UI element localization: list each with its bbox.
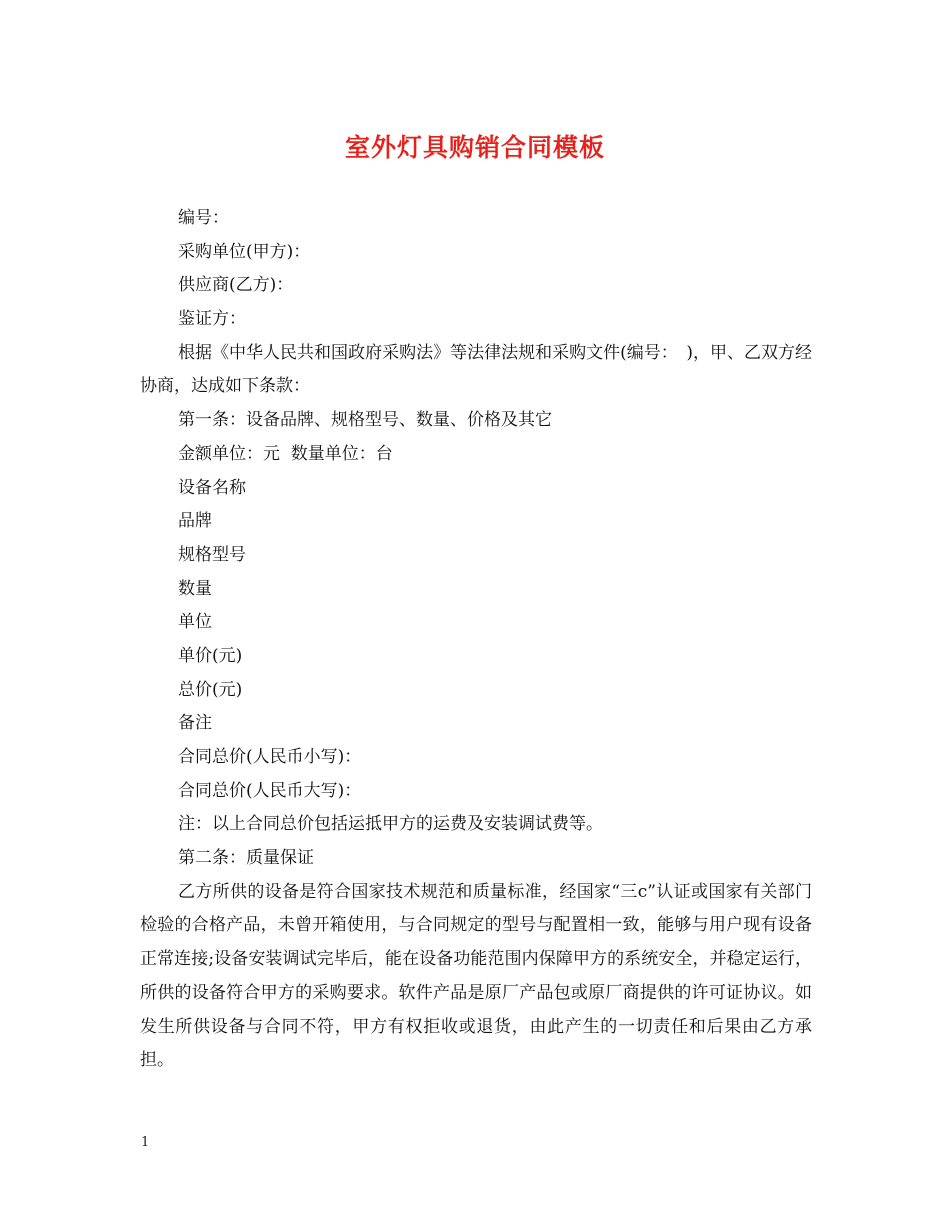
- field-total-price: 总价(元): [178, 679, 243, 700]
- total-lowercase-line: 合同总价(人民币小写)：: [178, 747, 362, 768]
- page-number: 1: [141, 1135, 150, 1150]
- intro-paragraph: 根据《中华人民共和国政府采购法》等法律法规和采购文件(编号： )，甲、乙双方经协商，达成如下条款：: [140, 342, 812, 397]
- article1-heading: 第一条：设备品牌、规格型号、数量、价格及其它: [178, 410, 552, 431]
- field-model: 规格型号: [178, 544, 246, 565]
- supplier-line: 供应商(乙方)：: [178, 275, 294, 296]
- units-line: 金额单位：元 数量单位：台: [178, 443, 393, 464]
- field-quantity: 数量: [178, 578, 212, 599]
- article2-heading: 第二条：质量保证: [178, 848, 314, 869]
- field-equipment-name: 设备名称: [178, 477, 246, 498]
- witness-line: 鉴证方：: [178, 309, 246, 330]
- contract-number-line: 编号：: [178, 208, 229, 228]
- total-uppercase-line: 合同总价(人民币大写)：: [178, 780, 362, 801]
- field-unit: 单位: [178, 612, 212, 633]
- quality-paragraph: 乙方所供的设备是符合国家技术规范和质量标准，经国家“三c”认证或国家有关部门检验的合格产品，未曾开箱使用，与合同规定的型号与配置相一致，能够与用户现有设备正常连接;设备安装调试完毕后，能在设备功能范围内保障甲方的系统安全，并稳定运行，所供的设备符合甲方的采购要求。软件产品是原厂产品包或原厂商提供的许可证协议。如发生所供设备与合同不符，甲方有权拒收或退货，由此产生的一切责任和后果由乙方承担。: [140, 881, 812, 1071]
- document-title: 室外灯具购销合同模板: [344, 133, 605, 162]
- purchaser-line: 采购单位(甲方)：: [178, 241, 311, 262]
- field-remarks: 备注: [178, 713, 212, 734]
- field-brand: 品牌: [178, 511, 212, 532]
- price-note-line: 注：以上合同总价包括运抵甲方的运费及安装调试费等。: [178, 814, 603, 835]
- field-unit-price: 单价(元): [178, 645, 243, 666]
- document-body: [140, 202, 812, 1078]
